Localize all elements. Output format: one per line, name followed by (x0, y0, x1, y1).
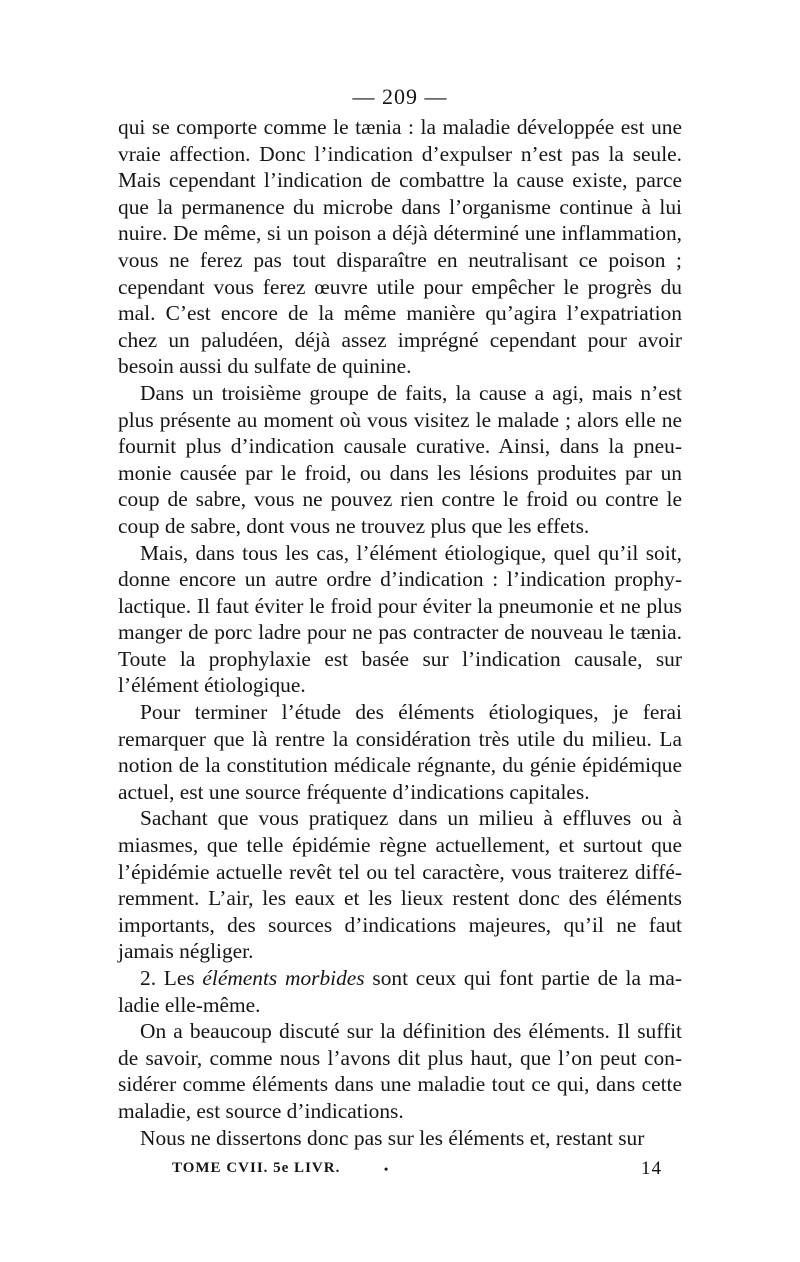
body-text (118, 114, 682, 1151)
paragraph-rest: sont ceux qui font partie de la maladie elle-même. (118, 966, 682, 1017)
footer-dot: • (384, 1162, 390, 1176)
paragraph: Nous ne dissertons donc pas sur les éléments et, restant sur (140, 1125, 645, 1150)
page-footer (172, 1160, 662, 1184)
italic-term: éléments morbides (202, 966, 365, 990)
sheet-number: 14 (641, 1158, 662, 1179)
paragraph: Mais, dans tous les cas, l’élément étiologique, quel qu’il soit, donne encore un autre ordre d’indication : l’indication prophylactique. Il faut éviter le froid pour éviter la pneumonie et ne plus manger de porc ladre pour ne pas contracter de nouveau le tænia. Toute la prophylaxie est basée sur l’indication causale, sur l’élément étiologique. (118, 540, 682, 698)
signature-mark: TOME CVII. 5e LIVR. (172, 1160, 341, 1176)
paragraph-morbid-elements (118, 965, 682, 1018)
page-number: — 209 — (352, 84, 448, 109)
paragraph: On a beaucoup discuté sur la définition des éléments. Il suffit de savoir, comme nous l’avons dit plus haut, que l’on peut considérer comme éléments dans une maladie tout ce qui, dans cette maladie, est source d’indications. (118, 1019, 682, 1123)
paragraph: qui se comporte comme le tænia : la maladie développée est une vraie affection. Donc l’indication d’expulser n’est pas la seule. Mais cependant l’indication de combattre la cause existe, parce que la permanence du microbe dans l’organisme continue à lui nuire. De même, si un poison a déjà déterminé une inflammation, vous ne ferez pas tout disparaître en neutralisant ce poison ; cependant vous ferez œuvre utile pour empêcher le progrès du mal. C’est encore de la même manière qu’agira l’expatriation chez un paludéen, déjà assez imprégné cependant pour avoir besoin aussi du sulfate de quinine. (118, 115, 682, 379)
paragraph: Dans un troisième groupe de faits, la cause a agi, mais n’est plus présente au moment où vous visitez le malade ; alors elle ne fournit plus d’indication causale curative. Ainsi, dans la pneumonie causée par le froid, ou dans les lésions produites par un coup de sabre, vous ne pouvez rien contre le froid ou contre le coup de sabre, dont vous ne trouvez plus que les effets. (118, 380, 682, 538)
paragraph: Pour terminer l’étude des éléments étiologiques, je ferai remarquer que là rentre la considération très utile du milieu. La notion de la constitution médicale régnante, du génie épidémique actuel, est une source fréquente d’indications capitales. (118, 700, 682, 804)
paragraph-lead: 2. Les (140, 966, 203, 990)
paragraph: Sachant que vous pratiquez dans un milieu à effluves ou à miasmes, que telle épidémie règne actuellement, et surtout que l’épidémie actuelle revêt tel ou tel caractère, vous traiterez différemment. L’air, les eaux et les lieux restent donc des éléments importants, des sources d’indications majeures, qu’il ne faut jamais négliger. (118, 806, 682, 964)
